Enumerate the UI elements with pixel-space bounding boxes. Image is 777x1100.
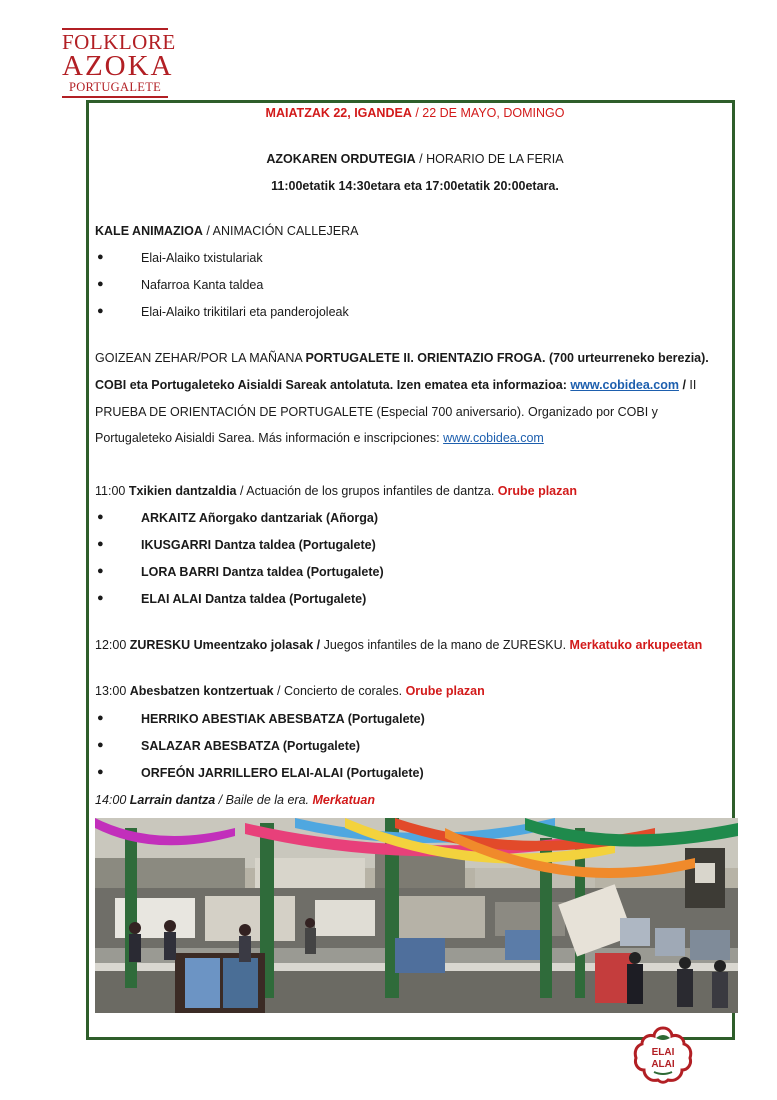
orientation-line-2: COBI eta Portugaleteko Aisialdi Sareak antolatuta. Izen ematea eta informazioa: www.cobidea.com / II xyxy=(95,378,697,392)
schedule-title-eu: AZOKAREN ORDUTEGIA xyxy=(266,152,416,166)
cobidea-link[interactable]: www.cobidea.com xyxy=(570,378,679,392)
logo-line-2: AZOKA xyxy=(62,50,174,82)
logo-line-3: PORTUGALETE xyxy=(62,81,168,98)
badge-text-1: ELAI xyxy=(651,1047,675,1058)
logo-line-1: FOLKLORE xyxy=(62,30,176,54)
choirs-heading: 13:00 Abesbatzen kontzertuak / Concierto de corales. Orube plazan xyxy=(95,684,485,698)
larrain-place: Merkatuan xyxy=(312,793,376,807)
date-eu: MAIATZAK 22, IGANDEA xyxy=(265,106,412,120)
larrain-heading: 14:00 Larrain dantza / Baile de la era. Merkatuan xyxy=(95,793,376,807)
orientation-line-3: PRUEBA DE ORIENTACIÓN DE PORTUGALETE (Especial 700 aniversario). Organizado por COBI y xyxy=(95,405,658,419)
orientation-line-1: GOIZEAN ZEHAR/POR LA MAÑANA PORTUGALETE II. ORIENTAZIO FROGA. (700 urteurreneko berezia). xyxy=(95,351,709,365)
schedule-title-es: / HORARIO DE LA FERIA xyxy=(415,152,564,166)
street-heading xyxy=(95,224,735,238)
folklore-azoka-logo xyxy=(62,28,176,98)
dance-place: Orube plazan xyxy=(497,484,577,498)
elai-alai-badge xyxy=(632,1026,694,1084)
date-heading xyxy=(95,106,735,120)
cobidea-link-2[interactable]: www.cobidea.com xyxy=(443,431,544,445)
schedule-heading xyxy=(95,152,735,166)
orientation-line-4: Portugaleteko Aisialdi Sarea. Más información e inscripciones: www.cobidea.com xyxy=(95,431,544,445)
date-sep: / xyxy=(411,106,423,120)
badge-text-2: ALAI xyxy=(651,1059,675,1070)
market-photo xyxy=(95,818,738,1013)
dance-heading: 11:00 Txikien dantzaldia / Actuación de los grupos infantiles de dantza. Orube plazan xyxy=(95,484,577,498)
date-es: 22 DE MAYO, DOMINGO xyxy=(422,106,565,120)
choirs-place: Orube plazan xyxy=(405,684,485,698)
street-title-eu: KALE ANIMAZIOA xyxy=(95,224,203,238)
schedule-hours: 11:00etatik 14:30etara eta 17:00etatik 20:00etara. xyxy=(271,179,559,193)
zuresku-place: Merkatuko arkupeetan xyxy=(569,638,703,652)
zuresku-heading: 12:00 ZURESKU Umeentzako jolasak / Juegos infantiles de la mano de ZURESKU. Merkatuko arkupeetan xyxy=(95,638,703,652)
street-title-es: / ANIMACIÓN CALLEJERA xyxy=(202,224,359,238)
